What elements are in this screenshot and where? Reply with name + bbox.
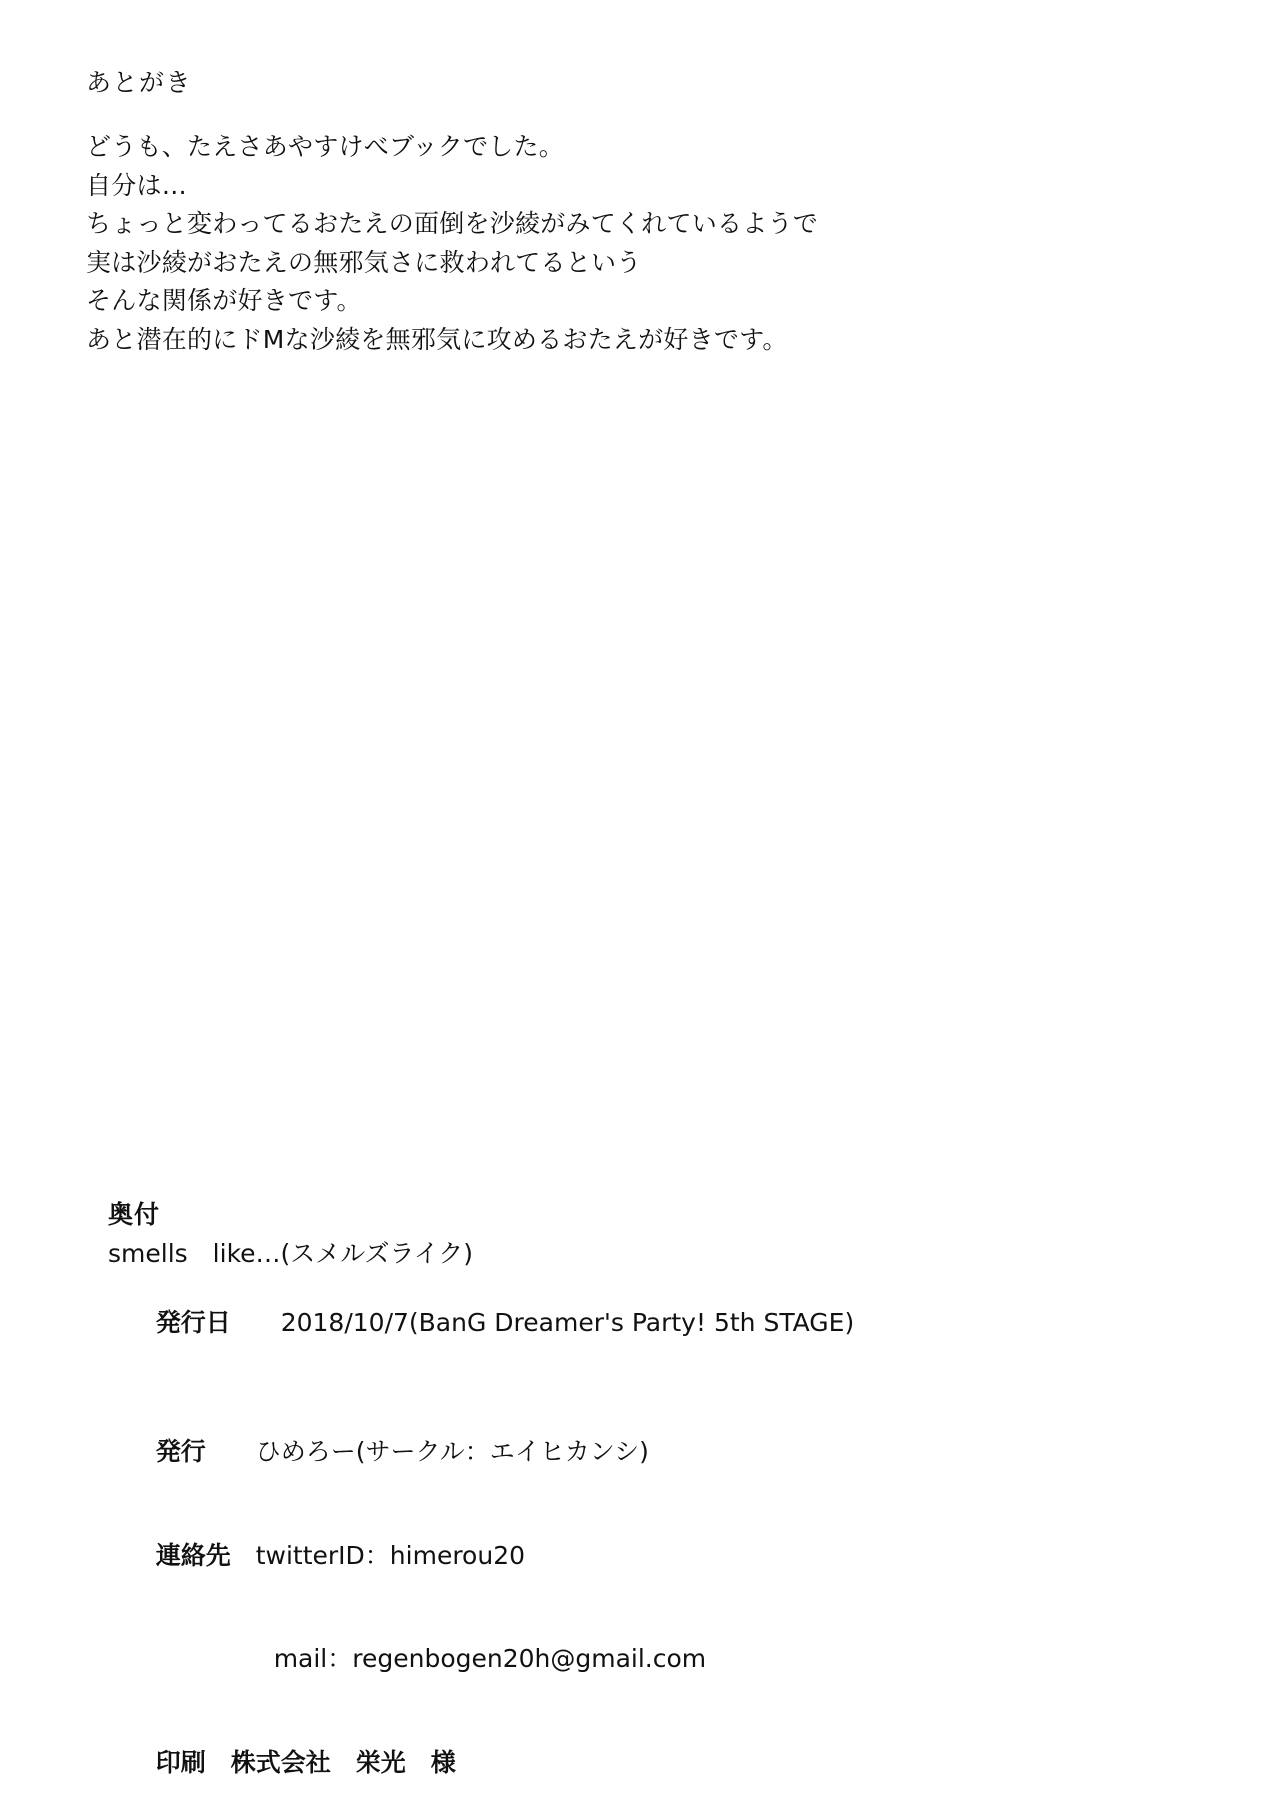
colophon-section: [108, 1198, 1108, 1815]
afterword-section: [86, 68, 1086, 359]
colophon-publish-date-value: 2018/10/7(BanG Dreamer's Party! 5th STAGE): [280, 1307, 855, 1337]
colophon-contact-twitter: twitterID：himerou20: [255, 1540, 526, 1570]
afterword-line: 実は沙綾がおたえの無邪気さに救われてるという: [86, 247, 642, 277]
colophon-printer-label: 印刷: [155, 1747, 206, 1777]
colophon-spacer: [108, 1375, 1108, 1401]
colophon-publish-date-row: [108, 1271, 1108, 1375]
afterword-line: そんな関係が好きです。: [86, 286, 362, 315]
colophon-title: 奥付: [108, 1200, 161, 1229]
colophon-contact-mail: mail：regenbogen20h@gmail.com: [273, 1644, 707, 1673]
afterword-body: [86, 128, 1086, 359]
colophon-publisher-row: [108, 1401, 1108, 1505]
afterword-line: 自分は…: [86, 170, 188, 200]
colophon-printer-row: [108, 1711, 1108, 1815]
afterword-title: あとがき: [86, 68, 193, 97]
colophon-contact-mail-row: [108, 1608, 1108, 1712]
afterword-line: ちょっと変わってるおたえの面倒を沙綾がみてくれているようで: [86, 209, 819, 238]
colophon-publish-date-label: 発行日: [155, 1307, 231, 1337]
colophon-publisher-value: ひめろー(サークル：エイヒカンシ): [255, 1437, 649, 1466]
afterword-line: あと潜在的にドMな沙綾を無邪気に攻めるおたえが好きです。: [86, 324, 788, 354]
colophon-printer-value: 株式会社 栄光 様: [230, 1747, 456, 1777]
colophon-contact-row: [108, 1504, 1108, 1608]
colophon-book-title: smells like…(スメルズライク): [108, 1238, 474, 1268]
afterword-line: どうも、たえさあやすけべブックでした。: [86, 132, 565, 161]
colophon-publisher-label: 発行: [155, 1437, 206, 1466]
colophon-contact-label: 連絡先: [155, 1540, 231, 1570]
